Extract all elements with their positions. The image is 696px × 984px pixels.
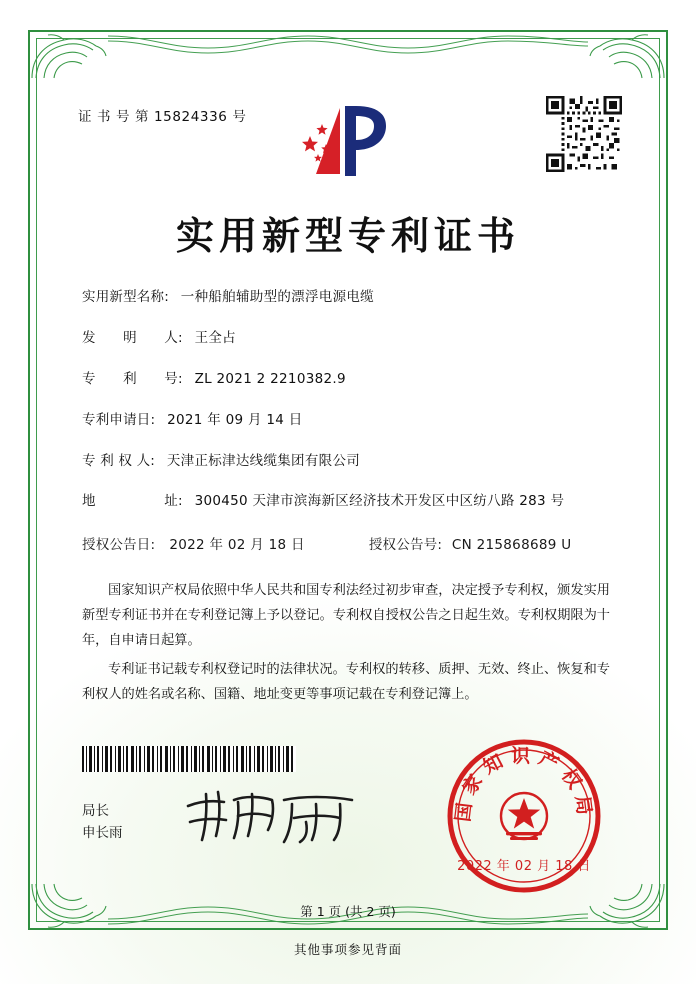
field-application-date [82,411,622,430]
field-patentee [82,452,622,471]
field-colon: : [164,289,169,305]
seal-text: 国家知识产权局 [451,745,597,823]
field-patent-number [82,370,622,389]
field-value: 2022 年 02 月 18 日 [169,537,305,554]
field-value: ZL 2021 2 2210382.9 [194,370,346,387]
field-label: 专利申请日 [82,411,151,428]
field-grant-date [82,533,305,553]
field-label: 实用新型名称 [82,289,165,305]
field-label: 授权公告号 [368,537,438,554]
field-value: 2021 年 09 月 14 日 [167,411,303,428]
field-colon: : [150,537,156,554]
footer-note: 其他事项参见背面 [293,942,402,957]
field-grant-number [369,533,572,553]
field-label: 授权公告日 [82,537,151,554]
legal-text [82,578,610,711]
field-utility-model-name [82,288,622,307]
field-value: 一种船舶辅助型的漂浮电源电缆 [180,289,374,305]
field-colon: : [437,537,442,554]
page-indicator: 第 1 页 (共 2 页) [300,904,396,919]
field-list [82,288,622,575]
page-title: 实用新型专利证书 [175,214,520,258]
field-value: 王全占 [194,329,236,346]
field-address [82,492,622,511]
field-inventor [82,329,622,348]
seal-date: 2022 年 02 月 18 日 [457,859,591,874]
field-label: 专 利 号 [82,370,178,387]
signature-labels [82,800,123,844]
barcode [82,746,296,772]
handwritten-signature [180,786,370,848]
paragraph-1: 国家知识产权局依照中华人民共和国专利法经过初步审查，决定授予专利权，颁发实用新型专利证书并在专利登记簿上予以登记。专利权自授权公告之日起生效。专利权期限为十年，自申请日起算。 [82,583,610,648]
commissioner-name: 申长雨 [82,825,123,841]
field-value: 天津正标津达线缆集团有限公司 [166,452,361,469]
field-label: 发 明 人 [82,329,178,346]
commissioner-title: 局长 [82,803,109,819]
field-label: 专 利 权 人 [82,452,151,469]
field-label: 地 址 [82,493,178,510]
field-value: 300450 天津市滨海新区经济技术开发区中区纺八路 283 号 [194,493,565,510]
field-grant-row [82,533,622,553]
paragraph-2: 专利证书记载专利权登记时的法律状况。专利权的转移、质押、无效、终止、恢复和专利权人的姓名或名称、国籍、地址变更等事项记载在专利登记簿上。 [82,662,610,702]
field-colon: : [150,452,155,469]
field-colon: : [150,411,156,428]
field-colon: : [178,493,183,510]
field-colon: : [178,329,183,346]
certificate-number: 证 书 号 第 15824336 号 [78,109,247,125]
field-value: CN 215868689 U [451,537,572,554]
field-colon: : [178,370,183,387]
corner-ornament-icon [30,32,108,80]
corner-ornament-icon [588,32,666,80]
qr-code [546,96,622,172]
cnipa-logo [296,92,400,192]
top-edge-ornament-icon [108,32,588,58]
